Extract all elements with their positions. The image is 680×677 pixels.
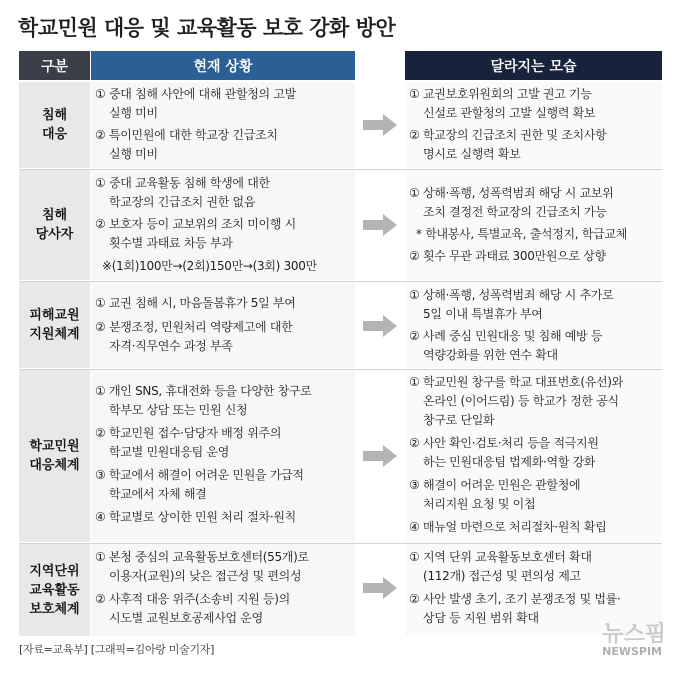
table-row bbox=[19, 370, 662, 542]
current-line: ① 개인 SNS, 휴대전화 등을 다양한 창구로 bbox=[95, 384, 312, 398]
changes-cell bbox=[405, 82, 662, 168]
row-category: 학교민원 대응체계 bbox=[19, 370, 90, 542]
current-line: 학교장의 긴급조치 권한 없음 bbox=[95, 195, 256, 209]
current-line: 학교에서 자체 해결 bbox=[95, 487, 207, 501]
current-line: ② 보호자 등이 교보위의 조치 미이행 시 bbox=[95, 217, 296, 231]
changes-cell bbox=[405, 170, 662, 280]
changes-line: 하는 민원대응팀 법제화·역할 강화 bbox=[409, 455, 596, 469]
current-note: ※(1회)100만→(2회)150만→(3회) 300만 bbox=[95, 259, 317, 273]
changes-line: ② 횟수 무관 과태료 300만원으로 상향 bbox=[409, 249, 606, 263]
changes-cell bbox=[405, 370, 662, 542]
row-category: 침해 대응 bbox=[19, 82, 90, 168]
page-title: 학교민원 대응 및 교육활동 보호 강화 방안 bbox=[18, 16, 396, 40]
current-line: ② 특이민원에 대한 학교장 긴급조치 bbox=[95, 128, 278, 142]
current-line: ③ 학교에서 해결이 어려운 민원을 가급적 bbox=[95, 468, 304, 482]
changes-line: ② 사안 확인·검토·처리 등을 적극지원 bbox=[409, 436, 599, 450]
current-line: 횟수별 과태료 차등 부과 bbox=[95, 236, 233, 250]
arrow-right-icon bbox=[363, 445, 397, 467]
changes-line: 조치 결정전 학교장의 긴급조치 가능 bbox=[409, 205, 607, 219]
row-category: 지역단위 교육활동 보호체계 bbox=[19, 544, 90, 636]
current-cell bbox=[91, 544, 355, 636]
changes-cell bbox=[405, 282, 662, 368]
changes-line: 처리지원 요청 및 이첩 bbox=[409, 497, 536, 511]
changes-note: * 학내봉사, 특별교육, 출석정지, 학급교체 bbox=[409, 227, 628, 241]
changes-line: ④ 매뉴얼 마련으로 처리절차·원칙 확립 bbox=[409, 520, 607, 534]
changes-line: 명시로 실행력 확보 bbox=[409, 147, 521, 161]
current-line: 실행 미비 bbox=[95, 106, 158, 120]
changes-line: (112개) 접근성 및 편의성 제고 bbox=[409, 569, 581, 583]
current-line: ② 학교민원 접수·담당자 배정 위주의 bbox=[95, 426, 282, 440]
changes-line: 신설로 관할청의 고발 실행력 확보 bbox=[409, 106, 596, 120]
watermark-logo: 뉴스핌 bbox=[602, 622, 666, 647]
table-row bbox=[19, 544, 662, 636]
arrow-right-icon bbox=[363, 315, 397, 337]
current-line: ① 중대 교육활동 침해 학생에 대한 bbox=[95, 176, 270, 190]
changes-line: ② 사안 발생 초기, 조기 분쟁조정 및 법률· bbox=[409, 592, 621, 606]
current-cell bbox=[91, 170, 355, 280]
current-line: ② 분쟁조정, 민원처리 역량제고에 대한 bbox=[95, 320, 293, 334]
current-line: 이용자(교원)의 낮은 접근성 및 편의성 bbox=[95, 569, 302, 583]
watermark-sub: NEWSPIM bbox=[602, 645, 662, 658]
row-category: 피해교원 지원체계 bbox=[19, 282, 90, 368]
current-line: ④ 학교별로 상이한 민원 처리 절차·원칙 bbox=[95, 510, 296, 524]
arrow-right-icon bbox=[363, 114, 397, 136]
changes-line: 5일 이내 특별휴가 부여 bbox=[409, 307, 543, 321]
current-cell bbox=[91, 82, 355, 168]
current-line: ① 교권 침해 시, 마음돌봄휴가 5일 부여 bbox=[95, 296, 296, 310]
changes-line: ① 교권보호위원회의 고발 권고 기능 bbox=[409, 87, 592, 101]
changes-line: 역량강화를 위한 연수 확대 bbox=[409, 348, 558, 362]
changes-line: ① 상해·폭행, 성폭력범죄 해당 시 교보위 bbox=[409, 186, 614, 200]
changes-line: ③ 해결이 어려운 민원은 관할청에 bbox=[409, 478, 581, 492]
arrow-right-icon bbox=[363, 577, 397, 599]
source-credit: [자료=교육부] [그래픽=김아랑 미술기자] bbox=[19, 643, 215, 656]
changes-line: ① 지역 단위 교육활동보호센터 확대 bbox=[409, 550, 592, 564]
current-cell bbox=[91, 370, 355, 542]
table-row bbox=[19, 282, 662, 368]
current-line: 학교별 민원대응팀 운영 bbox=[95, 445, 230, 459]
table-row bbox=[19, 82, 662, 168]
current-line: ① 중대 침해 사안에 대해 관할청의 고발 bbox=[95, 87, 296, 101]
header-category: 구분 bbox=[19, 51, 90, 80]
current-line: 시도별 교원보호공제사업 운영 bbox=[95, 611, 263, 625]
current-line: 자격·직무연수 과정 부족 bbox=[95, 339, 233, 353]
current-line: 실행 미비 bbox=[95, 147, 158, 161]
header-changes: 달라지는 모습 bbox=[405, 51, 662, 80]
changes-line: 온라인 (이어드림) 등 학교가 정한 공식 bbox=[409, 394, 619, 408]
current-line: 학부모 상담 또는 민원 신청 bbox=[95, 403, 248, 417]
changes-line: ① 상해·폭행, 성폭력범죄 해당 시 추가로 bbox=[409, 288, 614, 302]
row-category: 침해 당사자 bbox=[19, 170, 90, 280]
changes-line: ② 사례 중심 민원대응 및 침해 예방 등 bbox=[409, 329, 603, 343]
changes-line: 상담 등 지원 범위 확대 bbox=[409, 611, 539, 625]
current-line: ② 사후적 대응 위주(소송비 지원 등)의 bbox=[95, 592, 290, 606]
arrow-right-icon bbox=[363, 214, 397, 236]
changes-line: ① 학교민원 창구를 학교 대표번호(유선)와 bbox=[409, 375, 623, 389]
header-current: 현재 상황 bbox=[91, 51, 355, 80]
changes-line: ② 학교장의 긴급조치 권한 및 조치사항 bbox=[409, 128, 607, 142]
current-cell bbox=[91, 282, 355, 368]
table-row bbox=[19, 170, 662, 280]
current-line: ① 본청 중심의 교육활동보호센터(55개)로 bbox=[95, 550, 309, 564]
changes-line: 창구로 단일화 bbox=[409, 413, 495, 427]
